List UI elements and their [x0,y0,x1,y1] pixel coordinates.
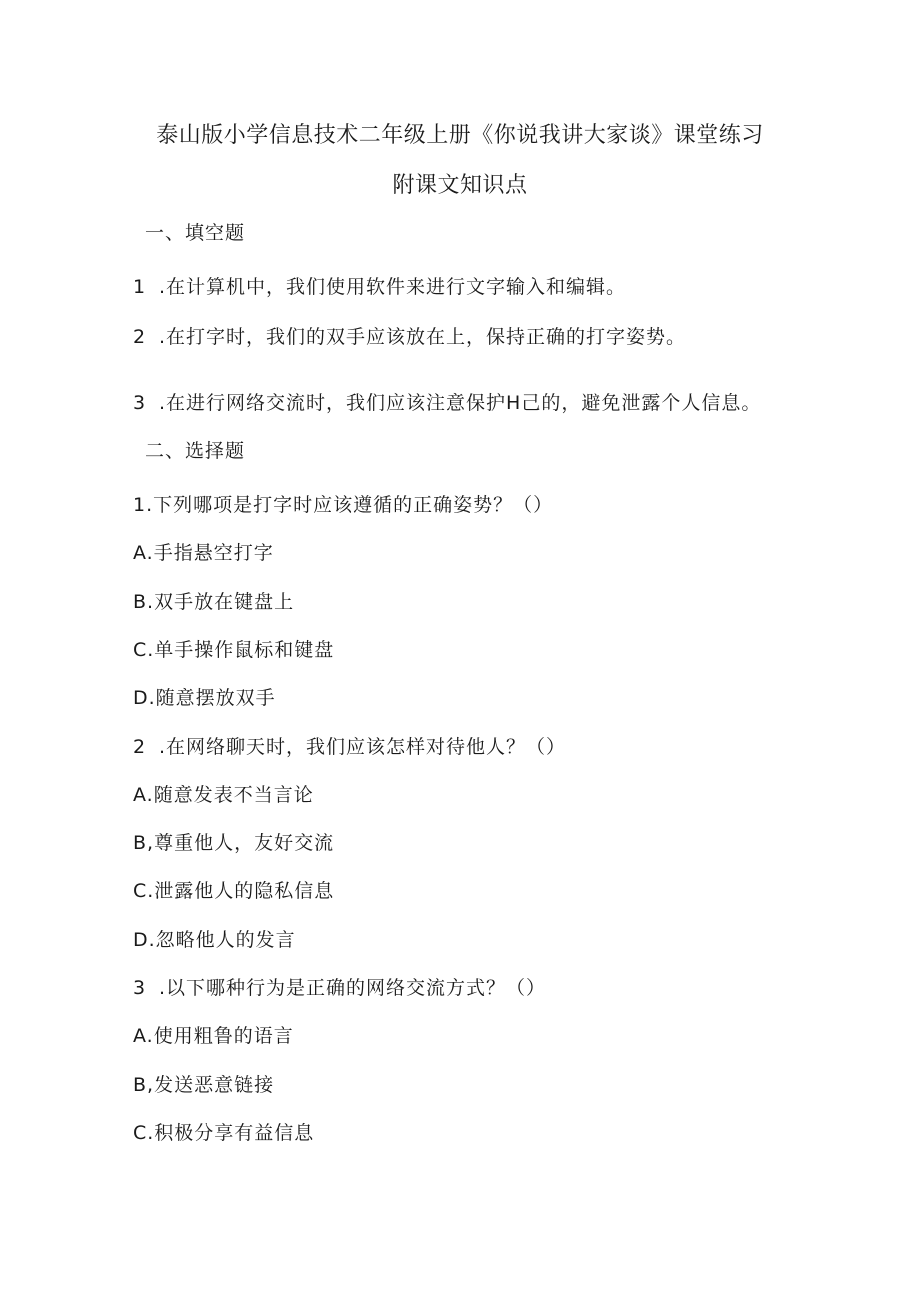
answer-option: A.随意发表不当言论 [133,784,314,806]
answer-option: D.随意摆放双手 [133,687,276,709]
section-heading-multiple-choice: 二、选择题 [145,440,246,462]
answer-option: B,尊重他人，友好交流 [133,832,335,854]
answer-option: B.双手放在键盘上 [133,591,295,613]
item-text: .在进行网络交流时，我们应该注意保护H己的，避免泄露个人信息。 [159,392,762,414]
answer-option: D.忽略他人的发言 [133,929,296,951]
fill-blank-item [133,322,686,349]
answer-option: C.泄露他人的隐私信息 [133,880,335,902]
question-stem: 1.下列哪项是打字时应该遵循的正确姿势？（） [133,494,554,516]
item-text: .在打字时，我们的双手应该放在上，保持正确的打字姿势。 [159,326,687,348]
answer-option: A.使用粗鲁的语言 [133,1025,294,1047]
question-stem [133,973,546,1000]
document-subtitle: 附课文知识点 [392,173,528,198]
question-text: .以下哪种行为是正确的网络交流方式？（） [159,977,547,999]
section-heading-fill-blank: 一、填空题 [145,222,246,244]
answer-option: A.手指悬空打字 [133,542,274,564]
fill-blank-item [133,272,626,299]
fill-blank-item [133,388,761,415]
item-number: 3 [133,392,147,414]
answer-option: B,发送恶意链接 [133,1074,275,1096]
document-title: 泰山版小学信息技术二年级上册《你说我讲大家谈》课堂练习 [156,123,764,148]
item-text: .在计算机中，我们使用软件来进行文字输入和编辑。 [159,276,627,298]
item-number: 2 [133,326,147,348]
answer-option: C.单手操作鼠标和键盘 [133,639,335,661]
question-number: 3 [133,977,147,999]
question-text: .在网络聊天时，我们应该怎样对待他人？（） [159,736,567,758]
answer-option: C.积极分享有益信息 [133,1122,315,1144]
question-number: 2 [133,736,147,758]
question-stem [133,732,566,759]
item-number: 1 [133,276,147,298]
